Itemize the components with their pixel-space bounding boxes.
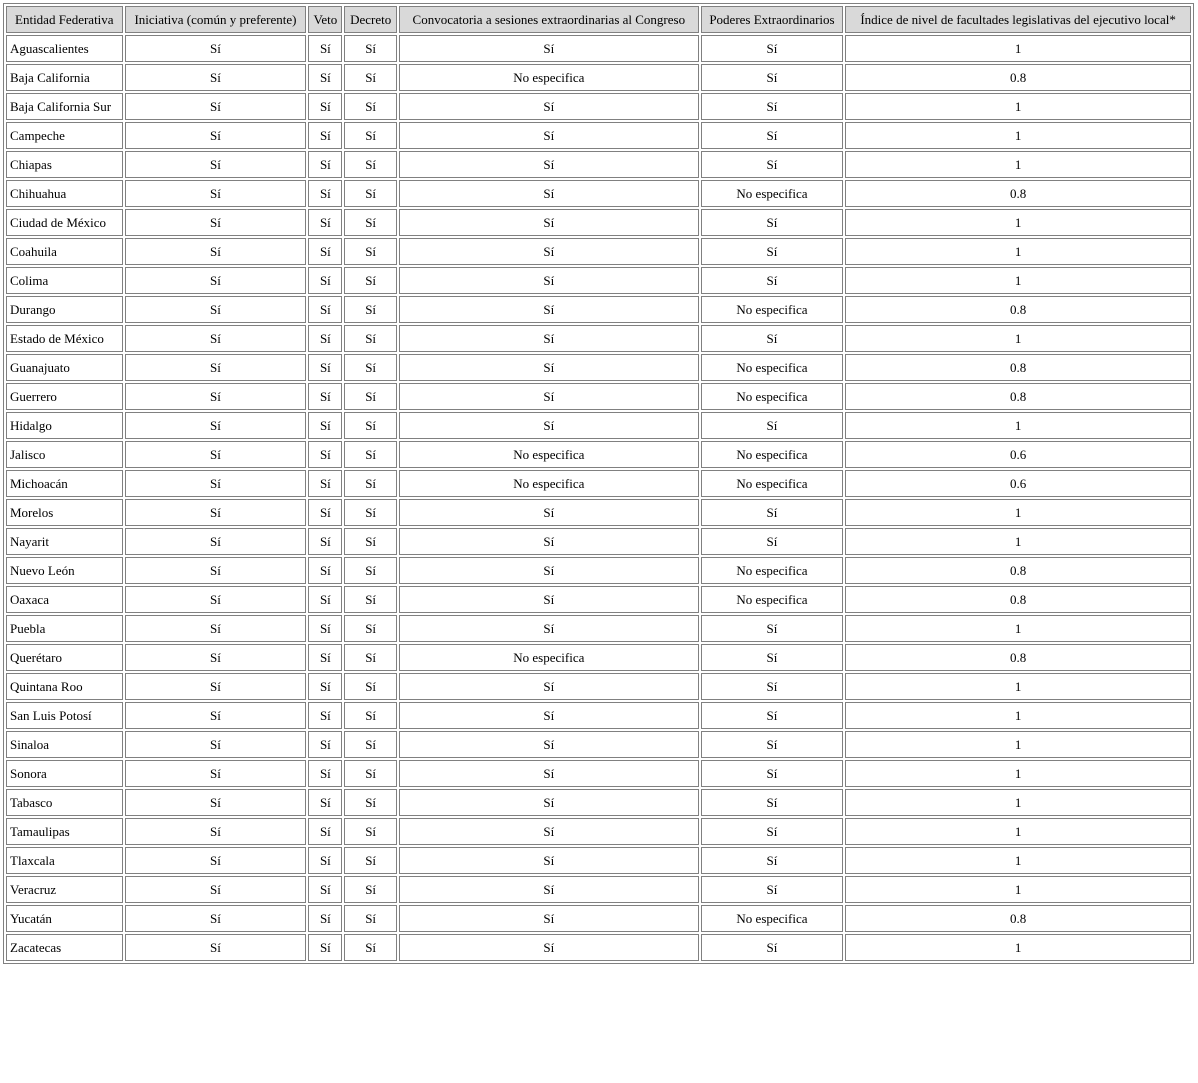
table-row: [6, 702, 1191, 729]
cell-col-poderes: Sí: [701, 238, 843, 265]
cell-col-indice: 1: [845, 789, 1191, 816]
cell-col-indice: 1: [845, 122, 1191, 149]
cell-col-entidad: Nayarit: [6, 528, 123, 555]
table-row: [6, 441, 1191, 468]
cell-col-indice: 1: [845, 209, 1191, 236]
table-row: [6, 354, 1191, 381]
cell-col-iniciativa: Sí: [125, 644, 307, 671]
cell-col-entidad: Zacatecas: [6, 934, 123, 961]
cell-col-entidad: Sinaloa: [6, 731, 123, 758]
cell-col-poderes: No especifica: [701, 354, 843, 381]
cell-col-veto: Sí: [308, 209, 342, 236]
cell-col-iniciativa: Sí: [125, 64, 307, 91]
table-row: [6, 238, 1191, 265]
cell-col-convocatoria: No especifica: [399, 441, 699, 468]
cell-col-decreto: Sí: [344, 528, 397, 555]
cell-col-poderes: Sí: [701, 122, 843, 149]
cell-col-veto: Sí: [308, 354, 342, 381]
cell-col-iniciativa: Sí: [125, 151, 307, 178]
cell-col-entidad: Oaxaca: [6, 586, 123, 613]
cell-col-indice: 1: [845, 412, 1191, 439]
cell-col-veto: Sí: [308, 876, 342, 903]
header-row: [6, 6, 1191, 33]
cell-col-decreto: Sí: [344, 93, 397, 120]
cell-col-entidad: Durango: [6, 296, 123, 323]
cell-col-veto: Sí: [308, 470, 342, 497]
cell-col-indice: 1: [845, 934, 1191, 961]
table-row: [6, 789, 1191, 816]
cell-col-poderes: No especifica: [701, 557, 843, 584]
cell-col-iniciativa: Sí: [125, 905, 307, 932]
table-row: [6, 209, 1191, 236]
cell-col-convocatoria: Sí: [399, 180, 699, 207]
table-row: [6, 528, 1191, 555]
cell-col-poderes: No especifica: [701, 441, 843, 468]
cell-col-indice: 1: [845, 35, 1191, 62]
cell-col-decreto: Sí: [344, 64, 397, 91]
header-col-poderes: Poderes Extraordinarios: [701, 6, 843, 33]
table-row: [6, 673, 1191, 700]
cell-col-indice: 1: [845, 876, 1191, 903]
cell-col-indice: 0.6: [845, 470, 1191, 497]
cell-col-poderes: Sí: [701, 93, 843, 120]
cell-col-decreto: Sí: [344, 905, 397, 932]
cell-col-convocatoria: Sí: [399, 557, 699, 584]
cell-col-decreto: Sí: [344, 731, 397, 758]
cell-col-convocatoria: Sí: [399, 354, 699, 381]
cell-col-indice: 1: [845, 760, 1191, 787]
cell-col-poderes: No especifica: [701, 180, 843, 207]
table-row: [6, 818, 1191, 845]
cell-col-iniciativa: Sí: [125, 412, 307, 439]
table-row: [6, 905, 1191, 932]
cell-col-entidad: Morelos: [6, 499, 123, 526]
header-col-iniciativa: Iniciativa (común y preferente): [125, 6, 307, 33]
cell-col-indice: 0.8: [845, 296, 1191, 323]
cell-col-convocatoria: Sí: [399, 412, 699, 439]
cell-col-veto: Sí: [308, 35, 342, 62]
cell-col-poderes: Sí: [701, 209, 843, 236]
cell-col-veto: Sí: [308, 818, 342, 845]
cell-col-decreto: Sí: [344, 760, 397, 787]
table-row: [6, 644, 1191, 671]
cell-col-convocatoria: Sí: [399, 818, 699, 845]
cell-col-iniciativa: Sí: [125, 934, 307, 961]
table-row: [6, 586, 1191, 613]
cell-col-convocatoria: Sí: [399, 615, 699, 642]
cell-col-veto: Sí: [308, 673, 342, 700]
cell-col-indice: 0.8: [845, 180, 1191, 207]
cell-col-indice: 1: [845, 93, 1191, 120]
cell-col-poderes: Sí: [701, 644, 843, 671]
cell-col-indice: 0.8: [845, 644, 1191, 671]
cell-col-poderes: Sí: [701, 876, 843, 903]
cell-col-indice: 1: [845, 528, 1191, 555]
cell-col-poderes: Sí: [701, 731, 843, 758]
cell-col-convocatoria: Sí: [399, 151, 699, 178]
cell-col-decreto: Sí: [344, 354, 397, 381]
cell-col-convocatoria: Sí: [399, 934, 699, 961]
cell-col-decreto: Sí: [344, 586, 397, 613]
cell-col-poderes: No especifica: [701, 586, 843, 613]
header-col-indice: Índice de nivel de facultades legislativas del ejecutivo local*: [845, 6, 1191, 33]
cell-col-decreto: Sí: [344, 644, 397, 671]
cell-col-entidad: Hidalgo: [6, 412, 123, 439]
cell-col-entidad: Yucatán: [6, 905, 123, 932]
cell-col-veto: Sí: [308, 557, 342, 584]
cell-col-iniciativa: Sí: [125, 760, 307, 787]
cell-col-convocatoria: Sí: [399, 383, 699, 410]
cell-col-decreto: Sí: [344, 847, 397, 874]
cell-col-veto: Sí: [308, 325, 342, 352]
cell-col-iniciativa: Sí: [125, 499, 307, 526]
cell-col-decreto: Sí: [344, 702, 397, 729]
cell-col-decreto: Sí: [344, 441, 397, 468]
cell-col-entidad: Estado de México: [6, 325, 123, 352]
cell-col-veto: Sí: [308, 905, 342, 932]
cell-col-convocatoria: Sí: [399, 905, 699, 932]
cell-col-decreto: Sí: [344, 673, 397, 700]
cell-col-veto: Sí: [308, 586, 342, 613]
cell-col-veto: Sí: [308, 499, 342, 526]
table-row: [6, 35, 1191, 62]
cell-col-decreto: Sí: [344, 615, 397, 642]
cell-col-poderes: Sí: [701, 267, 843, 294]
cell-col-indice: 0.8: [845, 557, 1191, 584]
cell-col-convocatoria: Sí: [399, 586, 699, 613]
header-col-convocatoria: Convocatoria a sesiones extraordinarias al Congreso: [399, 6, 699, 33]
table-row: [6, 499, 1191, 526]
cell-col-poderes: Sí: [701, 499, 843, 526]
cell-col-indice: 1: [845, 673, 1191, 700]
cell-col-veto: Sí: [308, 731, 342, 758]
cell-col-indice: 1: [845, 615, 1191, 642]
cell-col-entidad: Guerrero: [6, 383, 123, 410]
cell-col-iniciativa: Sí: [125, 267, 307, 294]
table-row: [6, 557, 1191, 584]
cell-col-decreto: Sí: [344, 557, 397, 584]
cell-col-iniciativa: Sí: [125, 557, 307, 584]
cell-col-entidad: Colima: [6, 267, 123, 294]
cell-col-indice: 1: [845, 238, 1191, 265]
cell-col-poderes: Sí: [701, 818, 843, 845]
cell-col-iniciativa: Sí: [125, 238, 307, 265]
cell-col-convocatoria: Sí: [399, 122, 699, 149]
cell-col-iniciativa: Sí: [125, 441, 307, 468]
table-row: [6, 731, 1191, 758]
cell-col-poderes: No especifica: [701, 296, 843, 323]
cell-col-veto: Sí: [308, 702, 342, 729]
cell-col-decreto: Sí: [344, 499, 397, 526]
cell-col-decreto: Sí: [344, 789, 397, 816]
cell-col-veto: Sí: [308, 760, 342, 787]
header-col-entidad: Entidad Federativa: [6, 6, 123, 33]
table-row: [6, 847, 1191, 874]
cell-col-indice: 1: [845, 847, 1191, 874]
cell-col-poderes: Sí: [701, 760, 843, 787]
cell-col-veto: Sí: [308, 383, 342, 410]
cell-col-iniciativa: Sí: [125, 325, 307, 352]
cell-col-iniciativa: Sí: [125, 470, 307, 497]
cell-col-entidad: Querétaro: [6, 644, 123, 671]
cell-col-convocatoria: No especifica: [399, 644, 699, 671]
cell-col-convocatoria: Sí: [399, 876, 699, 903]
cell-col-decreto: Sí: [344, 122, 397, 149]
cell-col-indice: 1: [845, 267, 1191, 294]
cell-col-convocatoria: Sí: [399, 209, 699, 236]
cell-col-decreto: Sí: [344, 180, 397, 207]
cell-col-entidad: Coahuila: [6, 238, 123, 265]
cell-col-poderes: Sí: [701, 847, 843, 874]
cell-col-veto: Sí: [308, 151, 342, 178]
table-row: [6, 122, 1191, 149]
cell-col-indice: 1: [845, 325, 1191, 352]
cell-col-convocatoria: Sí: [399, 789, 699, 816]
cell-col-veto: Sí: [308, 64, 342, 91]
cell-col-decreto: Sí: [344, 876, 397, 903]
cell-col-veto: Sí: [308, 615, 342, 642]
cell-col-veto: Sí: [308, 644, 342, 671]
cell-col-veto: Sí: [308, 267, 342, 294]
cell-col-indice: 1: [845, 731, 1191, 758]
cell-col-iniciativa: Sí: [125, 702, 307, 729]
cell-col-entidad: Baja California Sur: [6, 93, 123, 120]
cell-col-entidad: Ciudad de México: [6, 209, 123, 236]
cell-col-iniciativa: Sí: [125, 296, 307, 323]
cell-col-poderes: Sí: [701, 702, 843, 729]
cell-col-entidad: Jalisco: [6, 441, 123, 468]
cell-col-convocatoria: Sí: [399, 731, 699, 758]
cell-col-iniciativa: Sí: [125, 789, 307, 816]
cell-col-entidad: San Luis Potosí: [6, 702, 123, 729]
cell-col-poderes: Sí: [701, 325, 843, 352]
cell-col-poderes: Sí: [701, 615, 843, 642]
facultades-table: [3, 3, 1194, 964]
cell-col-entidad: Tamaulipas: [6, 818, 123, 845]
cell-col-indice: 0.6: [845, 441, 1191, 468]
header-col-veto: Veto: [308, 6, 342, 33]
table-row: [6, 615, 1191, 642]
table-row: [6, 412, 1191, 439]
cell-col-entidad: Veracruz: [6, 876, 123, 903]
cell-col-poderes: Sí: [701, 412, 843, 439]
cell-col-convocatoria: Sí: [399, 296, 699, 323]
cell-col-veto: Sí: [308, 528, 342, 555]
cell-col-entidad: Guanajuato: [6, 354, 123, 381]
cell-col-convocatoria: Sí: [399, 93, 699, 120]
cell-col-veto: Sí: [308, 934, 342, 961]
table-row: [6, 760, 1191, 787]
cell-col-indice: 0.8: [845, 64, 1191, 91]
cell-col-iniciativa: Sí: [125, 673, 307, 700]
table-row: [6, 151, 1191, 178]
cell-col-entidad: Campeche: [6, 122, 123, 149]
cell-col-veto: Sí: [308, 789, 342, 816]
table-row: [6, 180, 1191, 207]
cell-col-entidad: Aguascalientes: [6, 35, 123, 62]
cell-col-poderes: Sí: [701, 64, 843, 91]
cell-col-convocatoria: No especifica: [399, 64, 699, 91]
cell-col-decreto: Sí: [344, 209, 397, 236]
cell-col-decreto: Sí: [344, 35, 397, 62]
cell-col-poderes: No especifica: [701, 470, 843, 497]
cell-col-decreto: Sí: [344, 383, 397, 410]
cell-col-veto: Sí: [308, 847, 342, 874]
cell-col-decreto: Sí: [344, 818, 397, 845]
cell-col-convocatoria: Sí: [399, 760, 699, 787]
cell-col-entidad: Baja California: [6, 64, 123, 91]
cell-col-decreto: Sí: [344, 934, 397, 961]
cell-col-entidad: Michoacán: [6, 470, 123, 497]
cell-col-poderes: Sí: [701, 151, 843, 178]
cell-col-indice: 1: [845, 151, 1191, 178]
cell-col-poderes: No especifica: [701, 383, 843, 410]
cell-col-convocatoria: Sí: [399, 847, 699, 874]
cell-col-indice: 1: [845, 702, 1191, 729]
cell-col-poderes: Sí: [701, 789, 843, 816]
cell-col-decreto: Sí: [344, 267, 397, 294]
cell-col-indice: 0.8: [845, 586, 1191, 613]
cell-col-convocatoria: Sí: [399, 267, 699, 294]
cell-col-iniciativa: Sí: [125, 615, 307, 642]
cell-col-decreto: Sí: [344, 296, 397, 323]
table-row: [6, 934, 1191, 961]
cell-col-entidad: Tabasco: [6, 789, 123, 816]
table-head: [6, 6, 1191, 33]
cell-col-indice: 1: [845, 818, 1191, 845]
table-body: [6, 35, 1191, 961]
cell-col-convocatoria: Sí: [399, 499, 699, 526]
cell-col-veto: Sí: [308, 441, 342, 468]
cell-col-convocatoria: Sí: [399, 528, 699, 555]
cell-col-decreto: Sí: [344, 151, 397, 178]
cell-col-entidad: Nuevo León: [6, 557, 123, 584]
cell-col-iniciativa: Sí: [125, 180, 307, 207]
cell-col-veto: Sí: [308, 412, 342, 439]
cell-col-iniciativa: Sí: [125, 93, 307, 120]
cell-col-iniciativa: Sí: [125, 847, 307, 874]
cell-col-veto: Sí: [308, 238, 342, 265]
table-row: [6, 267, 1191, 294]
cell-col-iniciativa: Sí: [125, 122, 307, 149]
cell-col-decreto: Sí: [344, 412, 397, 439]
table-row: [6, 470, 1191, 497]
cell-col-veto: Sí: [308, 93, 342, 120]
cell-col-iniciativa: Sí: [125, 586, 307, 613]
cell-col-entidad: Quintana Roo: [6, 673, 123, 700]
cell-col-convocatoria: Sí: [399, 35, 699, 62]
table-row: [6, 325, 1191, 352]
cell-col-entidad: Chihuahua: [6, 180, 123, 207]
cell-col-convocatoria: No especifica: [399, 470, 699, 497]
header-col-decreto: Decreto: [344, 6, 397, 33]
cell-col-convocatoria: Sí: [399, 673, 699, 700]
cell-col-iniciativa: Sí: [125, 876, 307, 903]
cell-col-veto: Sí: [308, 122, 342, 149]
cell-col-indice: 0.8: [845, 905, 1191, 932]
cell-col-poderes: Sí: [701, 35, 843, 62]
cell-col-indice: 0.8: [845, 354, 1191, 381]
cell-col-entidad: Tlaxcala: [6, 847, 123, 874]
cell-col-entidad: Chiapas: [6, 151, 123, 178]
cell-col-veto: Sí: [308, 180, 342, 207]
cell-col-poderes: Sí: [701, 673, 843, 700]
cell-col-poderes: Sí: [701, 528, 843, 555]
cell-col-iniciativa: Sí: [125, 528, 307, 555]
table-row: [6, 93, 1191, 120]
table-row: [6, 296, 1191, 323]
cell-col-poderes: No especifica: [701, 905, 843, 932]
cell-col-iniciativa: Sí: [125, 818, 307, 845]
cell-col-entidad: Sonora: [6, 760, 123, 787]
cell-col-iniciativa: Sí: [125, 731, 307, 758]
cell-col-decreto: Sí: [344, 238, 397, 265]
cell-col-convocatoria: Sí: [399, 325, 699, 352]
table-row: [6, 64, 1191, 91]
cell-col-iniciativa: Sí: [125, 354, 307, 381]
cell-col-iniciativa: Sí: [125, 209, 307, 236]
table-row: [6, 876, 1191, 903]
cell-col-decreto: Sí: [344, 470, 397, 497]
cell-col-convocatoria: Sí: [399, 702, 699, 729]
cell-col-decreto: Sí: [344, 325, 397, 352]
cell-col-indice: 1: [845, 499, 1191, 526]
table-row: [6, 383, 1191, 410]
cell-col-veto: Sí: [308, 296, 342, 323]
cell-col-convocatoria: Sí: [399, 238, 699, 265]
cell-col-poderes: Sí: [701, 934, 843, 961]
cell-col-indice: 0.8: [845, 383, 1191, 410]
cell-col-entidad: Puebla: [6, 615, 123, 642]
cell-col-iniciativa: Sí: [125, 383, 307, 410]
cell-col-iniciativa: Sí: [125, 35, 307, 62]
